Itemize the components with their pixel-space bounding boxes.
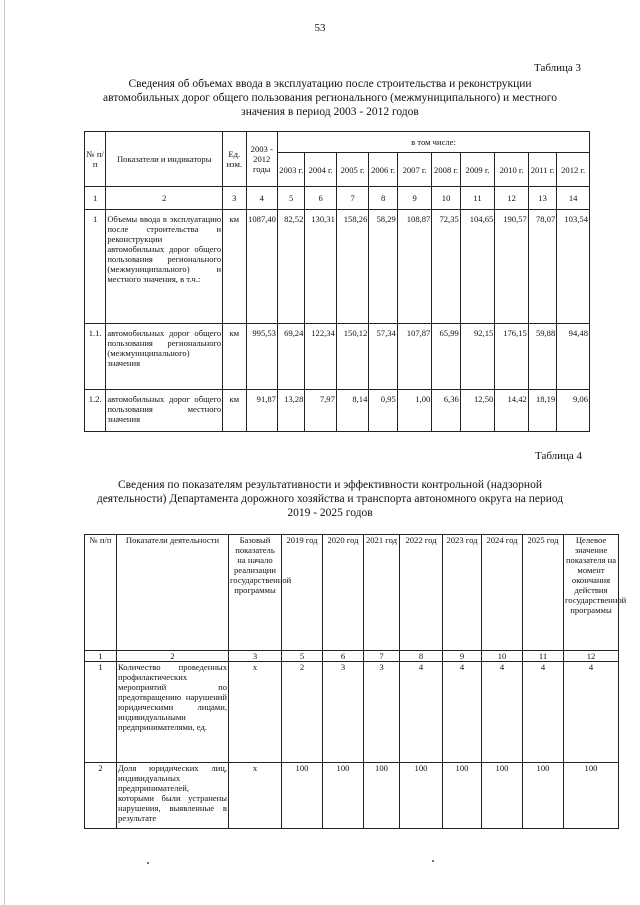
t4-row-target: 100: [564, 763, 619, 829]
t3-row-value: 78,07: [528, 210, 556, 324]
t4-header-year: 2020 год: [323, 535, 364, 651]
t3-row-value: 57,34: [369, 324, 397, 390]
t4-header-base: Базовый показатель на начало реализации государственной программы: [229, 535, 282, 651]
t4-row-name: Количество проведенных профилактических мероприятий по предотвращению нарушений юридическими лицами, индивидуальными предпринимателями, ед.: [117, 662, 229, 763]
t4-header-year: 2019 год: [282, 535, 323, 651]
t3-row-value: 94,48: [557, 324, 590, 390]
table3-label: Таблица 3: [534, 62, 582, 74]
table4-title-line: Сведения по показателям результативности и эффективности контрольной (надзорной: [118, 479, 542, 491]
t3-row-num: 1: [85, 210, 106, 324]
t4-row-value: 100: [523, 763, 564, 829]
table3-title-line: Сведения об объемах ввода в эксплуатацию после строительства и реконструкции: [128, 78, 532, 90]
t4-col-number: 8: [400, 651, 443, 662]
t3-header-unit: Ед. изм.: [223, 132, 246, 187]
t4-header-year: 2024 год: [482, 535, 523, 651]
t3-header-year: 2008 г.: [432, 153, 460, 187]
t4-header-target: Целевое значение показателя на момент окончания действия государственной программы: [564, 535, 619, 651]
t3-row-value: 176,15: [495, 324, 529, 390]
t4-row-value: 4: [443, 662, 482, 763]
t4-col-number: 2: [117, 651, 229, 662]
t3-header-year: 2012 г.: [557, 153, 590, 187]
t3-header-year: 2011 г.: [528, 153, 556, 187]
t3-col-number: 6: [305, 187, 336, 210]
t3-row-value: 12,50: [460, 390, 495, 432]
t4-header-num: № п/п: [85, 535, 117, 651]
t4-row-value: 100: [443, 763, 482, 829]
t4-row-num: 1: [85, 662, 117, 763]
t3-row-value: 13,28: [277, 390, 304, 432]
t3-header-including: в том числе:: [277, 132, 589, 153]
t3-row-unit: км: [223, 210, 246, 324]
t4-col-number: 7: [364, 651, 400, 662]
t3-row-value: 82,52: [277, 210, 304, 324]
table4-label: Таблица 4: [535, 450, 583, 462]
t4-row-value: 4: [482, 662, 523, 763]
table3-title: [60, 77, 600, 119]
scan-speck: [432, 860, 434, 862]
t3-row-value: 92,15: [460, 324, 495, 390]
t4-col-number: 3: [229, 651, 282, 662]
t4-row-value: 4: [523, 662, 564, 763]
page-number: 53: [314, 22, 326, 34]
t4-row-value: 100: [482, 763, 523, 829]
t3-col-number: 7: [336, 187, 369, 210]
t3-row-value: 130,31: [305, 210, 336, 324]
t3-col-number: 4: [246, 187, 277, 210]
t3-row-name: автомобильных дорог общего пользования регионального (межмуниципального) значения: [106, 324, 223, 390]
t3-header-year: 2007 г.: [397, 153, 432, 187]
t3-row-name: Объемы ввода в эксплуатацию после строительства и реконструкции автомобильных дорог общего пользования регионального (межмуниципального) и местного значения, в т.ч.:: [106, 210, 223, 324]
t3-header-period: 2003 - 2012 годы: [246, 132, 277, 187]
t4-col-number: 11: [523, 651, 564, 662]
t3-row-value: 1,00: [397, 390, 432, 432]
t3-col-number: 11: [460, 187, 495, 210]
scan-speck: [147, 862, 149, 864]
t3-row-num: 1.2.: [85, 390, 106, 432]
t3-row-total: 91,87: [246, 390, 277, 432]
t3-header-year: 2009 г.: [460, 153, 495, 187]
t3-col-number: 3: [223, 187, 246, 210]
t3-row-value: 65,99: [432, 324, 460, 390]
t4-row-num: 2: [85, 763, 117, 829]
t4-row-value: 100: [282, 763, 323, 829]
t4-row-base: х: [229, 763, 282, 829]
t4-row-value: 3: [364, 662, 400, 763]
t3-col-number: 2: [106, 187, 223, 210]
table4-title: [40, 478, 620, 520]
t4-col-number: 9: [443, 651, 482, 662]
t3-header-year: 2010 г.: [495, 153, 529, 187]
t4-row-value: 4: [400, 662, 443, 763]
t4-row-name: Доля юридических лиц, индивидуальных предпринимателей, которыми были устранены нарушения, выявленные в результате: [117, 763, 229, 829]
t3-header-year: 2006 г.: [369, 153, 397, 187]
t3-row-unit: км: [223, 324, 246, 390]
t3-row-unit: км: [223, 390, 246, 432]
t3-row-value: 7,97: [305, 390, 336, 432]
t4-row-value: 100: [323, 763, 364, 829]
t4-header-year: 2022 год: [400, 535, 443, 651]
t4-row-target: 4: [564, 662, 619, 763]
t3-row-value: 58,29: [369, 210, 397, 324]
t4-row-value: 2: [282, 662, 323, 763]
t3-row-value: 0,95: [369, 390, 397, 432]
t3-row-total: 1087,40: [246, 210, 277, 324]
t3-row-value: 190,57: [495, 210, 529, 324]
t3-col-number: 5: [277, 187, 304, 210]
t4-row-value: 100: [400, 763, 443, 829]
table3-title-line: автомобильных дорог общего пользования регионального (межмуниципального) и местного: [103, 92, 557, 104]
scan-edge-line: [4, 0, 5, 905]
t4-header-year: 2023 год: [443, 535, 482, 651]
t3-row-value: 103,54: [557, 210, 590, 324]
t4-col-number: 12: [564, 651, 619, 662]
t4-header-indicators: Показатели деятельности: [117, 535, 229, 651]
t4-col-number: 6: [323, 651, 364, 662]
t3-header-indicators: Показатели и индикаторы: [106, 132, 223, 187]
t3-row-num: 1.1.: [85, 324, 106, 390]
table3-title-line: значения в период 2003 - 2012 годов: [241, 106, 419, 118]
t3-row-value: 158,26: [336, 210, 369, 324]
t4-col-number: 5: [282, 651, 323, 662]
t3-header-num: № п/п: [85, 132, 106, 187]
t3-row-value: 72,35: [432, 210, 460, 324]
t3-row-value: 108,87: [397, 210, 432, 324]
t4-header-year: 2025 год: [523, 535, 564, 651]
t3-row-value: 59,88: [528, 324, 556, 390]
t4-header-year: 2021 год: [364, 535, 400, 651]
table4: [84, 534, 627, 829]
t3-row-value: 104,65: [460, 210, 495, 324]
t3-row-value: 122,34: [305, 324, 336, 390]
t4-row-value: 100: [364, 763, 400, 829]
t3-row-value: 6,36: [432, 390, 460, 432]
t3-header-year: 2005 г.: [336, 153, 369, 187]
t3-row-value: 14,42: [495, 390, 529, 432]
t3-row-name: автомобильных дорог общего пользования местного значения: [106, 390, 223, 432]
table3: [84, 131, 590, 432]
t4-col-number: 10: [482, 651, 523, 662]
t3-header-year: 2004 г.: [305, 153, 336, 187]
t3-header-year: 2003 г.: [277, 153, 304, 187]
t3-row-value: 8,14: [336, 390, 369, 432]
t4-col-number: 1: [85, 651, 117, 662]
t3-col-number: 8: [369, 187, 397, 210]
t3-row-value: 18,19: [528, 390, 556, 432]
t4-row-base: х: [229, 662, 282, 763]
t3-col-number: 9: [397, 187, 432, 210]
table4-title-line: деятельности) Департамента дорожного хозяйства и транспорта автономного округа на период: [96, 493, 564, 505]
t3-col-number: 1: [85, 187, 106, 210]
t3-row-value: 9,06: [557, 390, 590, 432]
t3-row-value: 69,24: [277, 324, 304, 390]
t3-row-total: 995,53: [246, 324, 277, 390]
table4-title-line: 2019 - 2025 годов: [287, 507, 373, 519]
t3-row-value: 107,87: [397, 324, 432, 390]
t4-row-value: 3: [323, 662, 364, 763]
t3-col-number: 12: [495, 187, 529, 210]
t3-col-number: 14: [557, 187, 590, 210]
t3-row-value: 150,12: [336, 324, 369, 390]
t3-col-number: 13: [528, 187, 556, 210]
t3-col-number: 10: [432, 187, 460, 210]
